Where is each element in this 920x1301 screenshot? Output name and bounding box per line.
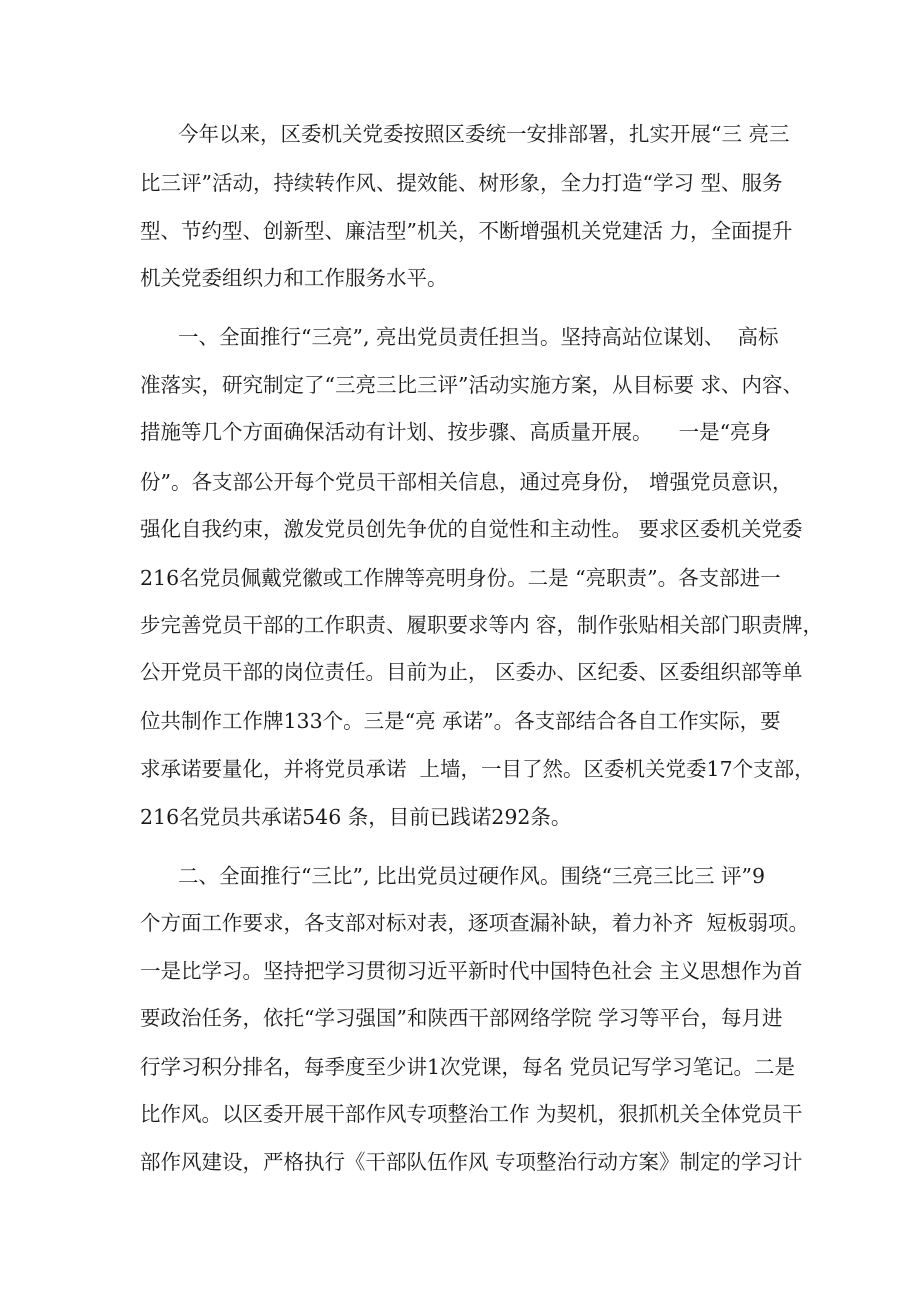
paragraph-2-line-2: 准落实，研究制定了“三亮三比三评”活动实施方案，从目标要 求、内容、 [140, 373, 803, 397]
paragraph-2-line-4: 份”。各支部公开每个党员干部相关信息，通过亮身份， 增强党员意识， [140, 470, 793, 494]
paragraph-2-line-1: 一、全面推行“三亮”, 亮出党员责任担当。坚持高站位谋划、 高标 [178, 325, 779, 349]
paragraph-1-line-3: 型、节约型、创新型、廉洁型”机关，不断增强机关党建活 力，全面提升 [140, 219, 793, 243]
paragraph-1-line-2: 比三评”活动，持续转作风、提效能、树形象，全力打造“学习 型、服务 [140, 171, 783, 195]
paragraph-2-line-11: 216名党员共承诺546 条，目前已践诺292条。 [140, 805, 572, 829]
paragraph-3-line-1: 二、全面推行“三比”, 比出党员过硬作风。围绕“三亮三比三 评”9 [178, 864, 766, 888]
paragraph-3-line-6: 比作风。以区委开展干部作风专项整治工作 为契机，狠抓机关全体党员干 [140, 1102, 803, 1126]
paragraph-1-line-4: 机关党委组织力和工作服务水平。 [140, 266, 448, 290]
paragraph-2-line-9: 位共制作工作牌133个。三是“亮 承诺”。各支部结合各自工作实际，要 [140, 709, 781, 733]
paragraph-2-line-7: 步完善党员干部的工作职责、履职要求等内 容，制作张贴相关部门职责牌， [140, 613, 824, 637]
paragraph-2-line-5: 强化自我约束，激发党员创先争优的自觉性和主动性。 要求区委机关党委 [140, 517, 803, 541]
paragraph-2-line-10: 求承诺要量化，并将党员承诺 上墙，一目了然。区委机关党委17个支部， [140, 757, 815, 781]
paragraph-2-line-8: 公开党员干部的岗位责任。目前为止， 区委办、区纪委、区委组织部等单 [140, 660, 803, 684]
paragraph-3-line-2: 个方面工作要求，各支部对标对表，逐项查漏补缺，着力补齐 短板弱项。 [140, 911, 810, 935]
paragraph-2-line-6: 216名党员佩戴党徽或工作牌等亮明身份。二是 “亮职责”。各支部进一 [140, 566, 781, 590]
paragraph-3-line-5: 行学习积分排名，每季度至少讲1次党课，每名 党员记写学习笔记。二是 [140, 1055, 796, 1079]
paragraph-2-line-3: 措施等几个方面确保活动有计划、按步骤、高质量开展。 一是“亮身 [140, 420, 772, 444]
paragraph-3-line-4: 要政治任务，依托“学习强国”和陕西干部网络学院 学习等平台，每月进 [140, 1006, 783, 1030]
paragraph-1-line-1: 今年以来，区委机关党委按照区委统一安排部署，扎实开展“三 亮三 [178, 122, 790, 146]
paragraph-3-line-3: 一是比学习。坚持把学习贯彻习近平新时代中国特色社会 主义思想作为首 [140, 959, 803, 983]
paragraph-3-line-7: 部作风建设，严格执行《干部队伍作风 专项整治行动方案》制定的学习计 [140, 1150, 803, 1174]
